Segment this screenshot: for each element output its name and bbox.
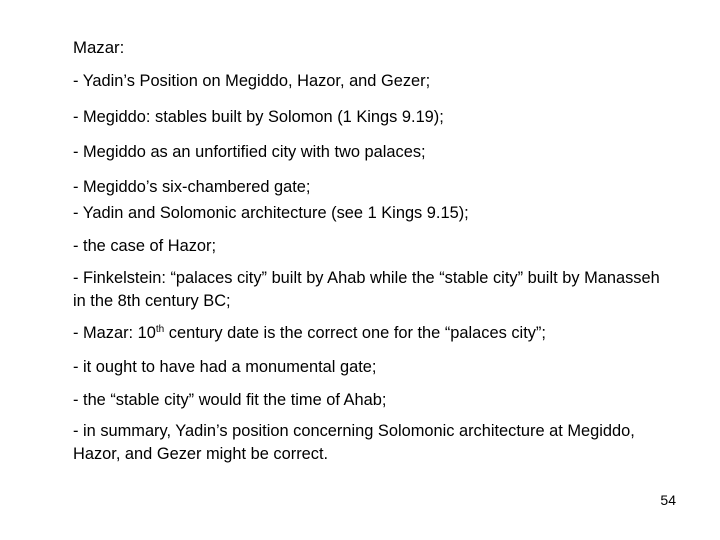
bullet-yadin-solomonic: - Yadin and Solomonic architecture (see 1 Kings 9.15); [73, 204, 469, 222]
bullet-finkelstein: - Finkelstein: “palaces city” built by Ahab while the “stable city” built by Manasseh in the 8th century BC; [73, 269, 660, 310]
bullet-stable-city-ahab: - the “stable city” would fit the time of Ahab; [73, 391, 387, 409]
ordinal-superscript: th [155, 324, 165, 335]
slide-heading: Mazar: [73, 38, 125, 57]
mazar-date-suffix: century date is the correct one for the “palaces city”; [164, 324, 546, 342]
bullet-mazar-date [73, 322, 546, 344]
bullet-megiddo-gate: - Megiddo’s six-chambered gate; [73, 178, 311, 196]
bullet-yadin-position: - Yadin’s Position on Megiddo, Hazor, and Gezer; [73, 72, 431, 90]
bullet-summary: - in summary, Yadin’s position concerning Solomonic architecture at Megiddo, Hazor, and Gezer might be correct. [73, 422, 635, 463]
bullet-hazor: - the case of Hazor; [73, 237, 217, 255]
mazar-date-prefix: - Mazar: 10 [73, 324, 156, 342]
page-number: 54 [660, 492, 676, 508]
bullet-megiddo-unfortified: - Megiddo as an unfortified city with two palaces; [73, 143, 426, 161]
bullet-monumental-gate: - it ought to have had a monumental gate; [73, 358, 377, 376]
bullet-megiddo-stables: - Megiddo: stables built by Solomon (1 Kings 9.19); [73, 108, 444, 126]
